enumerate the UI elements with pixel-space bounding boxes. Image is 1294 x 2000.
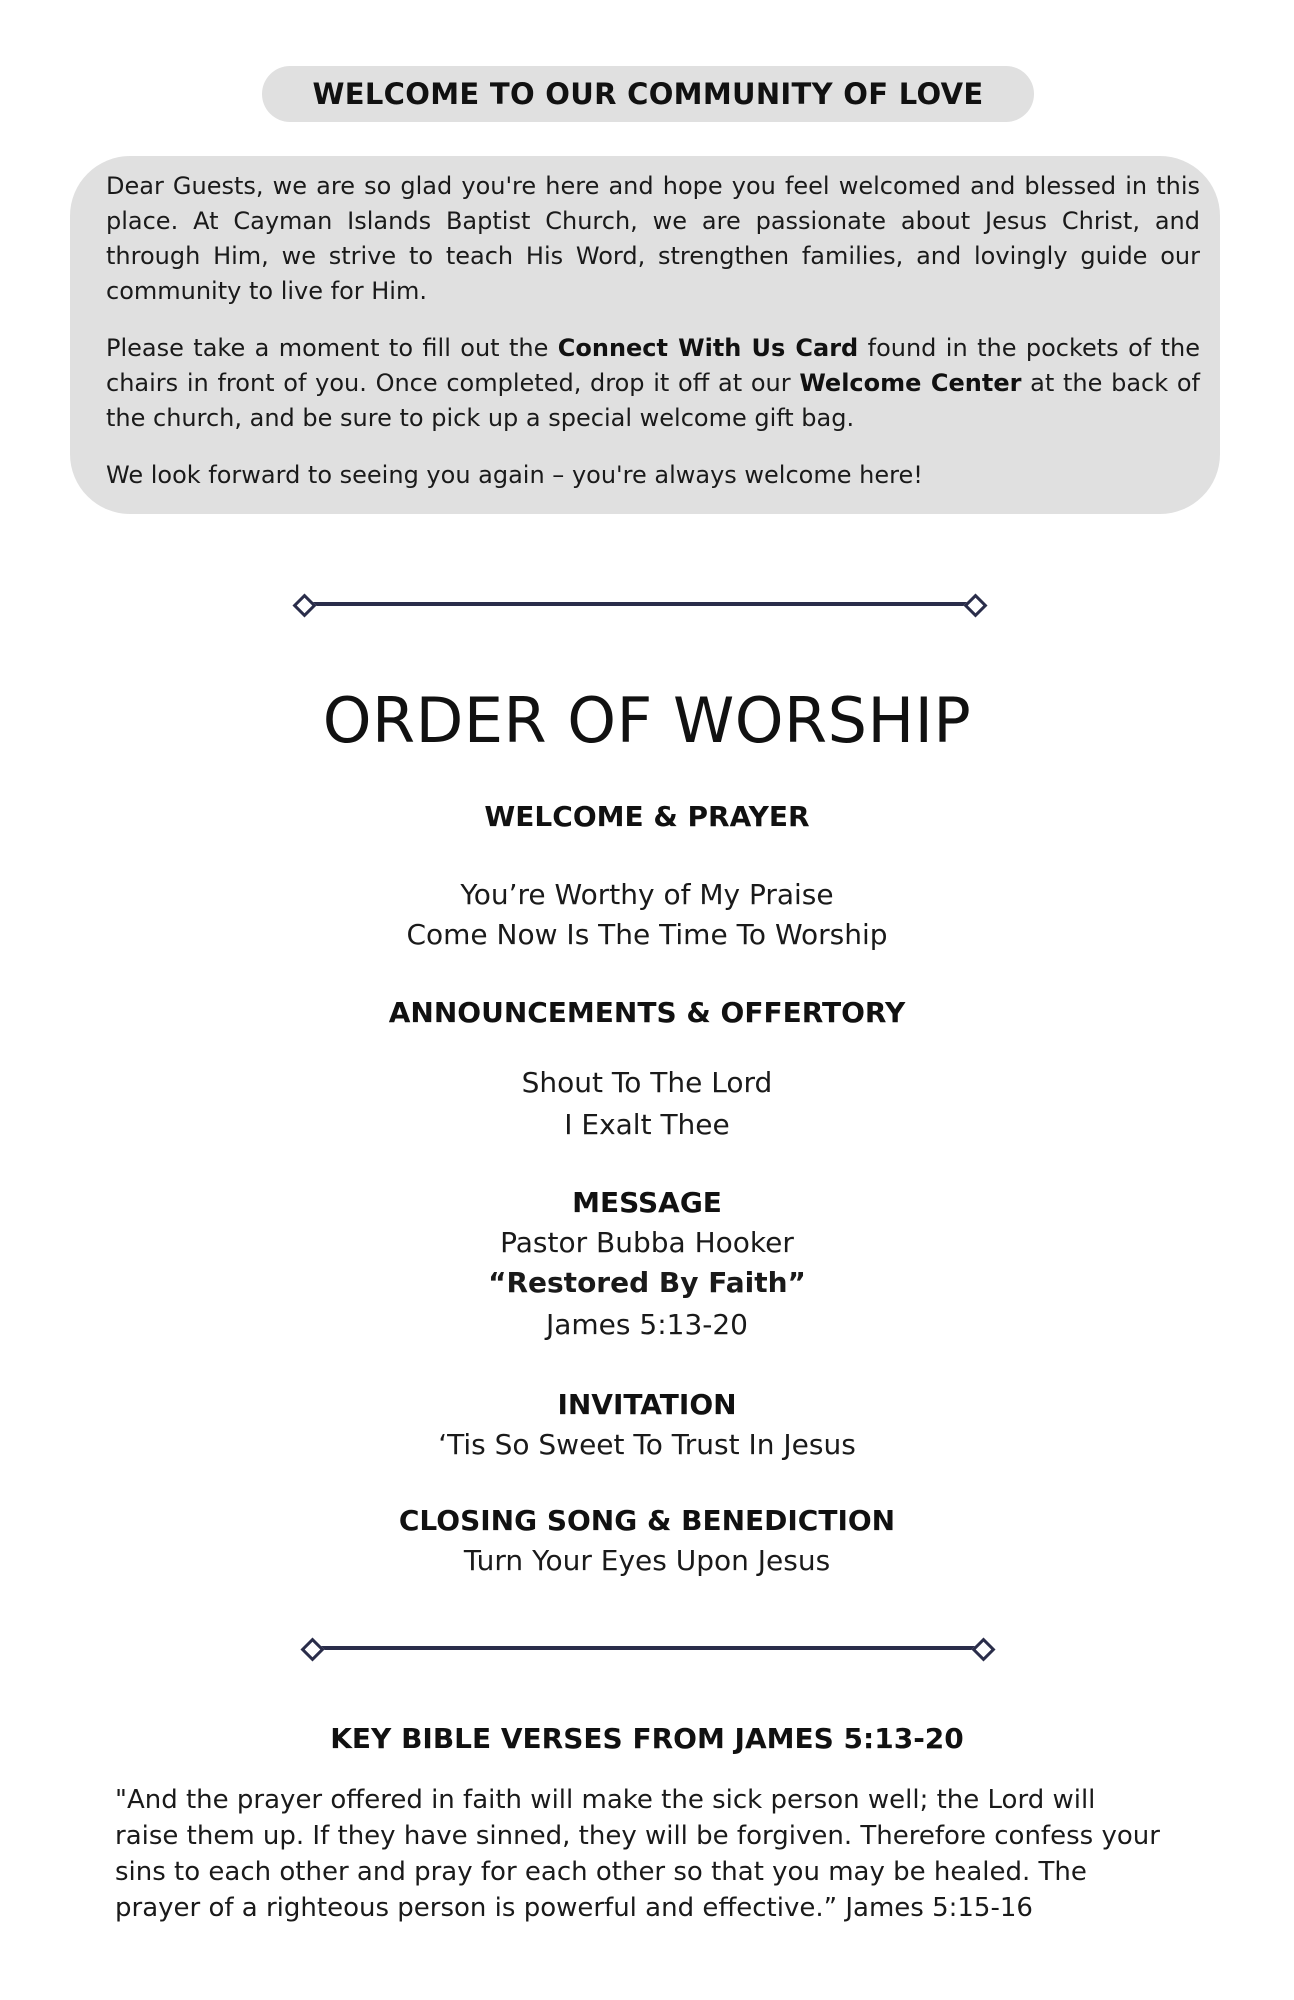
welcome-paragraph-2	[106, 331, 1200, 436]
song-item: You’re Worthy of My Praise	[460, 878, 834, 911]
sermon-title: “Restored By Faith”	[488, 1266, 806, 1299]
verses-heading: KEY BIBLE VERSES FROM JAMES 5:13-20	[330, 1722, 964, 1755]
welcome-banner	[262, 66, 1034, 122]
para2-text-a: Please take a moment to fill out the	[106, 334, 558, 362]
welcome-paragraph-1: Dear Guests, we are so glad you're here and hope you feel welcomed and blessed in this place. At Cayman Islands Baptist Church, we are passionate about Jesus Christ, and through Him, we strive to teach His Word, strengthen families, and lovingly guide our community to live for Him.	[106, 172, 1200, 305]
song-item: ‘Tis So Sweet To Trust In Jesus	[438, 1428, 856, 1461]
diamond-icon	[292, 593, 316, 617]
sermon-scripture: James 5:13-20	[545, 1308, 748, 1341]
bottom-divider	[304, 1638, 992, 1658]
song-item: Come Now Is The Time To Worship	[406, 918, 888, 951]
para2-text-c: found in the pockets of the chairs in front of you. Once completed, drop it off at our	[106, 334, 1200, 397]
song-item: I Exalt Thee	[564, 1108, 730, 1141]
pastor-name: Pastor Bubba Hooker	[500, 1226, 794, 1259]
section-invitation: INVITATION	[557, 1388, 737, 1421]
song-item: Shout To The Lord	[521, 1066, 773, 1099]
divider-line	[306, 602, 974, 606]
para2-text-e: at the back of the church, and be sure to pick up a special welcome gift bag.	[106, 369, 1201, 432]
top-divider	[296, 594, 984, 614]
diamond-icon	[963, 593, 987, 617]
verse-text: "And the prayer offered in faith will make the sick person well; the Lord will raise them up. If they have sinned, they will be forgiven. Therefore confess your sins to each other and pray for each other so that you may be healed. The prayer of a righteous person is powerful and effective.” James 5:15-16	[115, 1785, 1160, 1923]
section-announcements: ANNOUNCEMENTS & OFFERTORY	[388, 996, 906, 1029]
diamond-icon	[971, 1637, 995, 1661]
welcome-banner-text: WELCOME TO OUR COMMUNITY OF LOVE	[312, 77, 984, 111]
section-closing: CLOSING SONG & BENEDICTION	[398, 1504, 896, 1537]
welcome-message-box	[70, 156, 1220, 514]
divider-line	[314, 1646, 982, 1650]
song-item: Turn Your Eyes Upon Jesus	[463, 1544, 831, 1577]
section-welcome-prayer: WELCOME & PRAYER	[484, 800, 810, 833]
welcome-paragraph-3: We look forward to seeing you again – you're always welcome here!	[106, 461, 923, 489]
connect-card-emphasis: Connect With Us Card	[557, 334, 859, 362]
diamond-icon	[300, 1637, 324, 1661]
page-title: ORDER OF WORSHIP	[322, 684, 972, 757]
welcome-center-emphasis: Welcome Center	[799, 369, 1022, 397]
section-message: MESSAGE	[572, 1186, 722, 1219]
